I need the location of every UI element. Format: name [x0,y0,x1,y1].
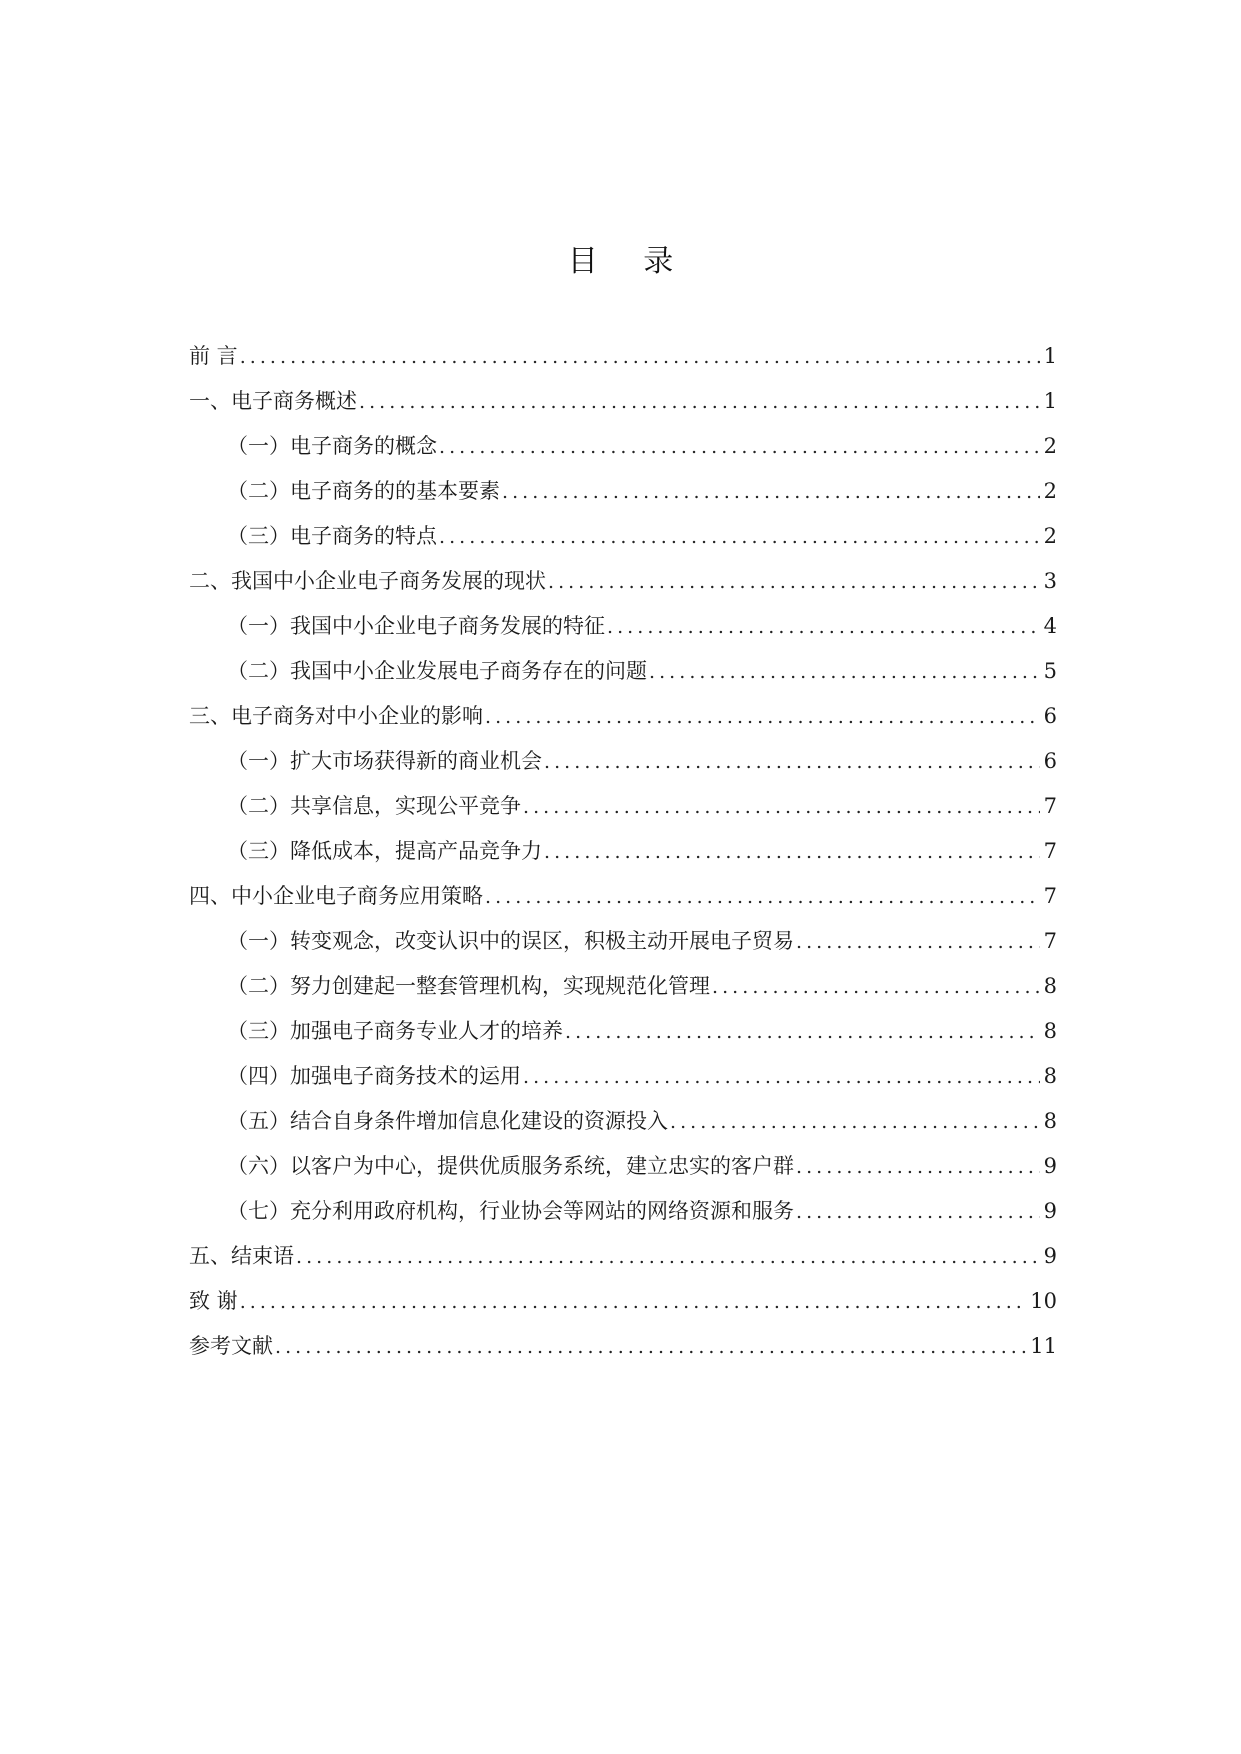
toc-page-number: 8 [1043,1064,1057,1088]
toc-page-number: 8 [1043,1109,1057,1133]
toc-entry[interactable] [189,514,1057,559]
toc-page-number: 1 [1043,344,1057,368]
toc-page-number: 7 [1043,839,1057,863]
toc-entry[interactable] [189,1189,1057,1234]
toc-entry[interactable] [189,1009,1057,1054]
toc-entry-text: （一）转变观念，改变认识中的误区，积极主动开展电子贸易 [227,929,794,953]
toc-entry[interactable] [189,739,1057,784]
toc-page-number: 9 [1043,1154,1057,1178]
toc-dot-leader [796,1145,1040,1189]
toc-page-number: 1 [1043,389,1057,413]
toc-entry[interactable] [189,919,1057,964]
toc-entry[interactable] [189,1144,1057,1189]
toc-page-number: 2 [1043,524,1057,548]
toc-page-number: 10 [1030,1289,1057,1313]
toc-entry-text: 四、中小企业电子商务应用策略 [189,884,483,908]
toc-entry[interactable] [189,1234,1057,1279]
toc-entry[interactable] [189,964,1057,1009]
toc-entry[interactable] [189,469,1057,514]
toc-page-number: 8 [1043,974,1057,998]
toc-entry[interactable] [189,1324,1057,1369]
toc-page-number: 7 [1043,929,1057,953]
toc-entry[interactable] [189,784,1057,829]
toc-page-number: 11 [1030,1334,1057,1358]
toc-page-number: 8 [1043,1019,1057,1043]
toc-dot-leader [439,515,1040,559]
toc-entry[interactable] [189,604,1057,649]
toc-page-number: 4 [1043,614,1057,638]
toc-entry-text: （七）充分利用政府机构，行业协会等网站的网络资源和服务 [227,1199,794,1223]
toc-page-number: 5 [1043,659,1057,683]
toc-entry-text: （二）共享信息，实现公平竞争 [227,794,521,818]
toc-entry-text: （二）努力创建起一整套管理机构，实现规范化管理 [227,974,710,998]
toc-entry[interactable] [189,829,1057,874]
toc-dot-leader [544,830,1040,874]
toc-page-number: 6 [1043,704,1057,728]
toc-entry-text: （三）降低成本，提高产品竞争力 [227,839,542,863]
toc-dot-leader [240,335,1040,379]
toc-entry-text: （一）我国中小企业电子商务发展的特征 [227,614,605,638]
toc-entry[interactable] [189,424,1057,469]
toc-entry[interactable] [189,874,1057,919]
toc-page-number: 2 [1043,434,1057,458]
toc-entry-text: （四）加强电子商务技术的运用 [227,1064,521,1088]
toc-dot-leader [275,1325,1026,1369]
toc-entry[interactable] [189,694,1057,739]
toc-dot-leader [240,1280,1027,1324]
toc-page-number: 7 [1043,794,1057,818]
toc-dot-leader [502,470,1040,514]
toc-entry[interactable] [189,334,1057,379]
toc-dot-leader [649,650,1040,694]
toc-page-number: 7 [1043,884,1057,908]
toc-entry-text: 致 谢 [189,1289,238,1313]
toc-page-number: 9 [1043,1199,1057,1223]
toc-dot-leader [607,605,1040,649]
toc-entry-text: （三）加强电子商务专业人才的培养 [227,1019,563,1043]
toc-entry-text: （六）以客户为中心，提供优质服务系统，建立忠实的客户群 [227,1154,794,1178]
toc-dot-leader [439,425,1040,469]
toc-title: 目 录 [567,244,692,279]
toc-entry-text: （二）我国中小企业发展电子商务存在的问题 [227,659,647,683]
toc-dot-leader [523,1055,1040,1099]
toc-dot-leader [523,785,1040,829]
toc-entry[interactable] [189,379,1057,424]
toc-dot-leader [544,740,1040,784]
toc-entry-text: （三）电子商务的特点 [227,524,437,548]
toc-entry-text: （一）电子商务的概念 [227,434,437,458]
toc-entry-text: 参考文献 [189,1334,273,1358]
toc-list [189,334,1057,1369]
toc-dot-leader [712,965,1040,1009]
toc-dot-leader [548,560,1040,604]
toc-entry-text: （五）结合自身条件增加信息化建设的资源投入 [227,1109,668,1133]
toc-entry-text: 前 言 [189,344,238,368]
toc-dot-leader [296,1235,1040,1279]
toc-dot-leader [485,695,1040,739]
toc-page-number: 2 [1043,479,1057,503]
toc-dot-leader [485,875,1040,919]
toc-entry-text: 一、电子商务概述 [189,389,357,413]
toc-entry-text: 三、电子商务对中小企业的影响 [189,704,483,728]
toc-entry-text: （二）电子商务的的基本要素 [227,479,500,503]
toc-dot-leader [670,1100,1040,1144]
toc-entry[interactable] [189,1279,1057,1324]
toc-dot-leader [565,1010,1040,1054]
toc-page-number: 6 [1043,749,1057,773]
toc-dot-leader [796,1190,1040,1234]
toc-entry[interactable] [189,1099,1057,1144]
toc-entry-text: 五、结束语 [189,1244,294,1268]
toc-entry[interactable] [189,559,1057,604]
toc-entry[interactable] [189,649,1057,694]
toc-dot-leader [359,380,1040,424]
toc-page-number: 9 [1043,1244,1057,1268]
toc-dot-leader [796,920,1040,964]
toc-entry-text: 二、我国中小企业电子商务发展的现状 [189,569,546,593]
toc-page-number: 3 [1043,569,1057,593]
toc-entry[interactable] [189,1054,1057,1099]
toc-entry-text: （一）扩大市场获得新的商业机会 [227,749,542,773]
